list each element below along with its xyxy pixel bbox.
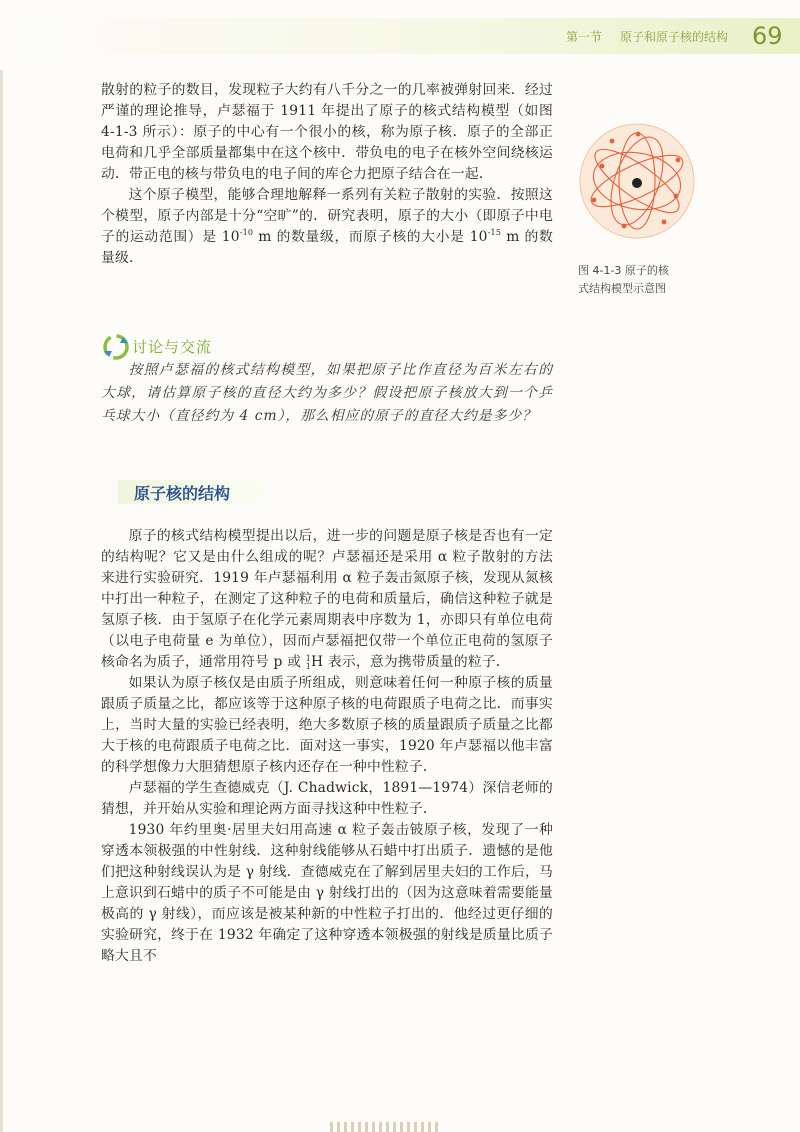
section-paragraph-2: 如果认为原子核仅是由质子所组成，则意味着任何一种原子核的质量跟质子质量之比，都应该等于这种原子核的电荷跟质子电荷之比．而事实上，当时大量的实验已经表明，绝大多数原子核的质量跟质子质量之比都大于核的电荷跟质子电荷之比．面对这一事实，1920 年卢瑟福以他丰富的科学想像力大胆猜想原子核内还存在一种中性粒子． <box>101 675 553 775</box>
page-number: 69 <box>752 22 783 50</box>
header-chapter-title: 原子和原子核的结构 <box>620 30 729 44</box>
discussion-paragraph: 按照卢瑟福的核式结构模型，如果把原子比作直径为百米左右的大球，请估算原子核的直径大约为多少？假设把原子核放大到一个乒乓球大小（直径约为 4 cm），那么相应的原子的直径大约是多少？ <box>101 362 553 424</box>
atom-model-figure <box>578 122 696 240</box>
electron <box>662 220 667 225</box>
electron <box>674 194 679 199</box>
intro-text <box>101 80 553 269</box>
section-heading-label: 原子核的结构 <box>134 484 231 503</box>
section-paragraph-4: 1930 年约里奥·居里夫妇用高速 α 粒子轰击铍原子核，发现了一种穿透本领极强的中性射线．这种射线能够从石蜡中打出质子．遗憾的是他们把这种射线误认为是 γ 射线．查德威克在了解到居里夫妇的工作后，马上意识到石蜡中的质子不可能是由 γ 射线打出的（因为这意味着需要能量极高的 γ 射线），而应该是被某种新的中性粒子打出的．他经过更仔细的实验研究，终于在 1932 年确定了这种穿透本领极强的射线是质量比质子略大且不 <box>101 822 553 964</box>
electron <box>610 139 615 144</box>
header-section-label: 第一节 <box>566 30 603 44</box>
intro-paragraph-1: 散射的粒子的数目，发现粒子大约有八千分之一的几率被弹射回来．经过严谨的理论推导，卢瑟福于 1911 年提出了原子的核式结构模型（如图 4-1-3 所示）：原子的中心有一个很小的核，称为原子核．原子的全部正电荷和几乎全部质量都集中在这个核中．带负电的电子在核外空间绕核运动．带正电的核与带负电的电子间的库仑力把原子结合在一起． <box>101 82 553 182</box>
discussion-text <box>101 359 553 428</box>
discussion-title: 讨论与交流 <box>132 338 213 356</box>
page-edge-shadow <box>0 70 3 1132</box>
discussion-icon <box>103 334 129 360</box>
page-bottom-mark <box>330 1122 440 1132</box>
figure-caption-line-2: 式结构模型示意图 <box>578 282 666 295</box>
section-body-text <box>101 526 553 967</box>
nucleus <box>632 178 642 188</box>
section-heading <box>118 480 266 504</box>
section-paragraph-3: 卢瑟福的学生查德威克（J. Chadwick，1891—1974）深信老师的猜想，并开始从实验和理论两方面寻找这种中性粒子． <box>101 780 553 817</box>
electron <box>622 224 627 229</box>
section-paragraph-1: 原子的核式结构模型提出以后，进一步的问题是原子核是否也有一定的结构呢？它又是由什么组成的呢？卢瑟福还是采用 α 粒子散射的方法来进行实验研究．1919 年卢瑟福利用 α 粒子轰击氮原子核，发现从氮核中打出一种粒子，在测定了这种粒子的电荷和质量后，确信这种粒子就是氢原子核．由于氢原子在化学元素周期表中序数为 1，亦即只有单位电荷（以电子电荷量 e 为单位），因而卢瑟福把仅带一个单位正电荷的氢原子核命名为质子，通常用符号 p 或 1 1 H 表示，意为携带质量的粒子． <box>101 528 553 671</box>
electron <box>592 198 597 203</box>
electron <box>676 158 681 163</box>
figure-caption-line-1: 图 4-1-3 原子的核 <box>578 264 669 277</box>
figure-caption <box>578 262 708 298</box>
electron <box>600 164 605 169</box>
intro-paragraph-2: 这个原子模型，能够合理地解释一系列有关粒子散射的实验．按照这个模型，原子内部是十分“空旷”的．研究表明，原子的大小（即原子中电子的运动范围）是 $10^{-10}$ m 的数量级，而原子核的大小是 $10^{-15}$ m 的数量级． <box>101 187 553 266</box>
electron <box>636 132 641 137</box>
